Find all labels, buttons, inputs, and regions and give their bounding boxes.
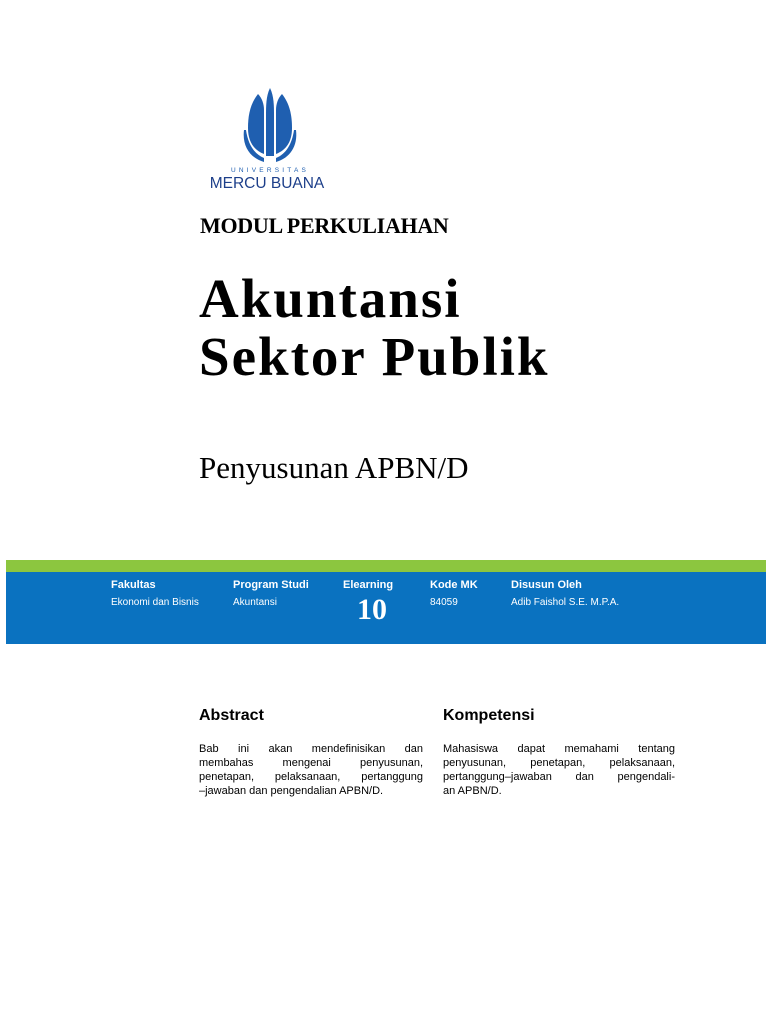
course-title (199, 270, 550, 386)
course-title-line2: Sektor Publik (199, 326, 550, 387)
kompetensi-line: an APBN/D. (443, 785, 502, 797)
university-logo (198, 86, 336, 194)
fakultas-label: Fakultas (111, 579, 156, 591)
elearning-column (343, 579, 393, 627)
kompetensi-line: pertanggung–jawaban dan pengendali- (443, 771, 675, 783)
abstract-line: membahas mengenai penyusunan, (199, 757, 423, 769)
mercu-buana-logo-icon (198, 86, 336, 194)
kode-mk-column (430, 579, 478, 608)
program-studi-value: Akuntansi (233, 597, 277, 608)
accent-bar (6, 560, 766, 572)
kompetensi-body (443, 742, 675, 798)
kompetensi-line: penyusunan, penetapan, pelaksanaan, (443, 757, 675, 769)
abstract-heading: Abstract (199, 707, 264, 724)
fakultas-value: Ekonomi dan Bisnis (111, 597, 199, 608)
kompetensi-heading: Kompetensi (443, 707, 535, 724)
disusun-oleh-label: Disusun Oleh (511, 579, 582, 591)
abstract-line: penetapan, pelaksanaan, pertanggung (199, 771, 423, 783)
logo-name-text: MERCU BUANA (209, 175, 325, 192)
kode-mk-value: 84059 (430, 597, 458, 608)
abstract-body (199, 742, 423, 798)
disusun-oleh-column (511, 579, 619, 608)
kompetensi-line: Mahasiswa dapat memahami tentang (443, 743, 675, 755)
abstract-line: Bab ini akan mendefinisikan dan (199, 743, 423, 755)
fakultas-column (111, 579, 199, 608)
disusun-oleh-value: Adib Faishol S.E. M.P.A. (511, 597, 620, 608)
info-band (6, 572, 766, 644)
module-subtitle: Penyusunan APBN/D (199, 450, 469, 485)
elearning-number: 10 (357, 593, 387, 626)
kode-mk-label: Kode MK (430, 579, 478, 591)
abstract-line: –jawaban dan pengendalian APBN/D. (199, 785, 384, 797)
logo-small-text: UNIVERSITAS (230, 167, 310, 174)
program-studi-column (233, 579, 309, 608)
elearning-label: Elearning (343, 579, 394, 591)
course-title-line1: Akuntansi (199, 268, 462, 329)
modul-label: MODUL PERKULIAHAN (200, 213, 449, 238)
program-studi-label: Program Studi (233, 579, 309, 591)
